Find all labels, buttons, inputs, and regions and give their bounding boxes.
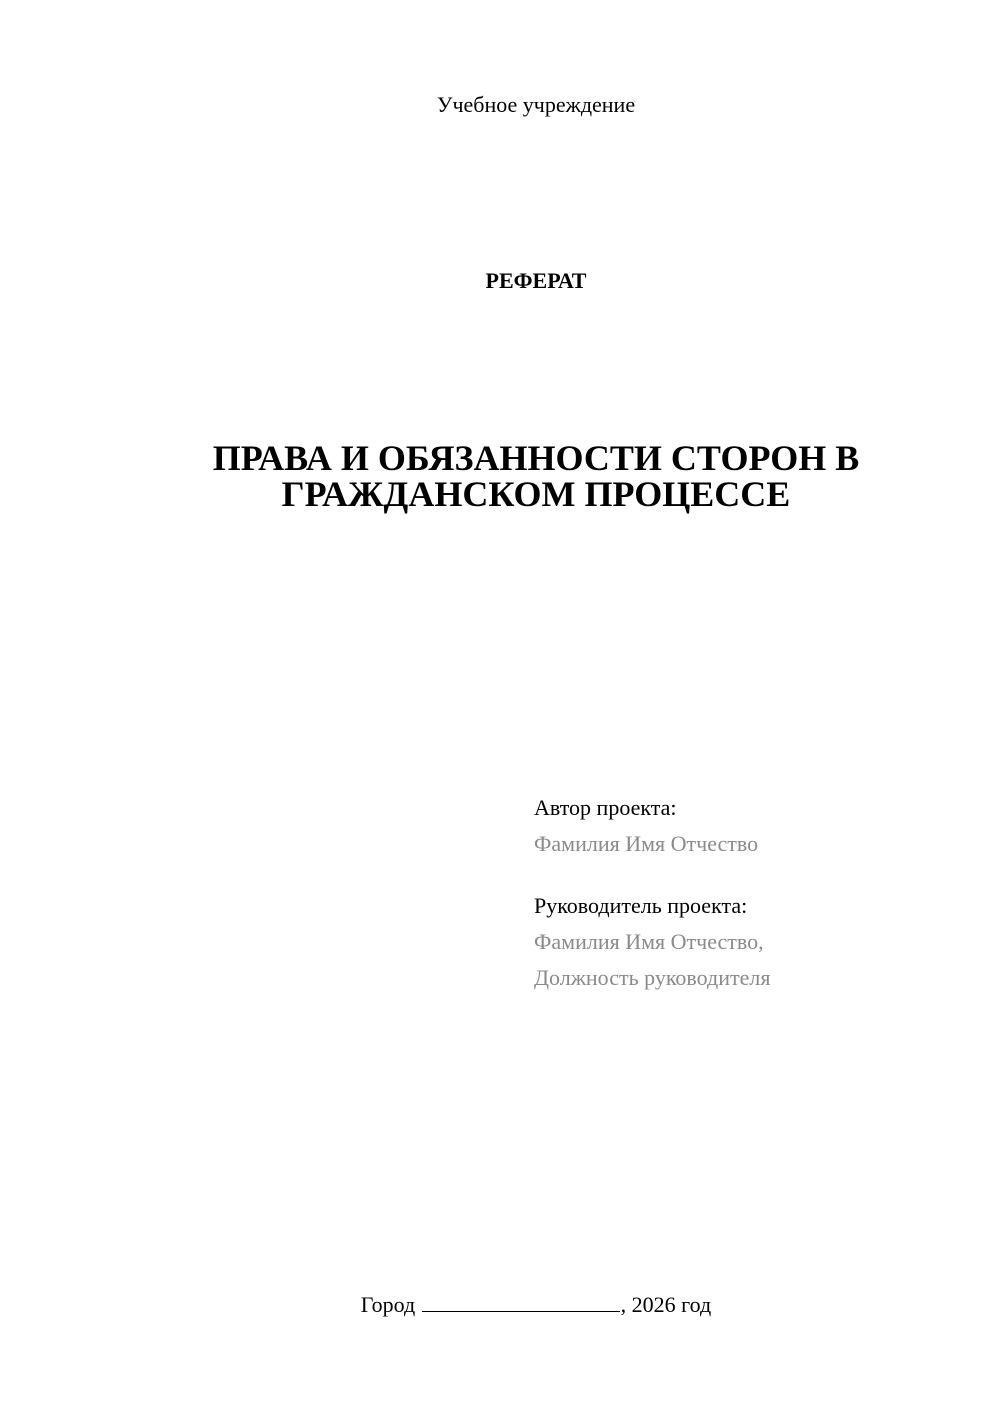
author-label: Автор проекта: bbox=[534, 795, 677, 820]
credits-spacer bbox=[534, 862, 974, 888]
supervisor-label: Руководитель проекта: bbox=[534, 893, 748, 918]
supervisor-position: Должность руководителя bbox=[534, 965, 771, 990]
credits-block bbox=[534, 790, 974, 996]
city-blank-line bbox=[422, 1293, 620, 1312]
document-type-label: РЕФЕРАТ bbox=[485, 268, 587, 293]
city-label: Город bbox=[360, 1292, 416, 1317]
institution-name: Учебное учреждение bbox=[436, 92, 636, 117]
document-title-line-1: ПРАВА И ОБЯЗАННОСТИ СТОРОН В bbox=[212, 438, 860, 478]
document-title-line-2: ГРАЖДАНСКОМ ПРОЦЕССЕ bbox=[281, 474, 791, 514]
document-title bbox=[100, 440, 972, 512]
footer-city-year bbox=[0, 1291, 1000, 1319]
author-name: Фамилия Имя Отчество bbox=[534, 831, 759, 856]
year-text: , 2026 год bbox=[620, 1292, 712, 1317]
supervisor-name: Фамилия Имя Отчество, bbox=[534, 929, 764, 954]
